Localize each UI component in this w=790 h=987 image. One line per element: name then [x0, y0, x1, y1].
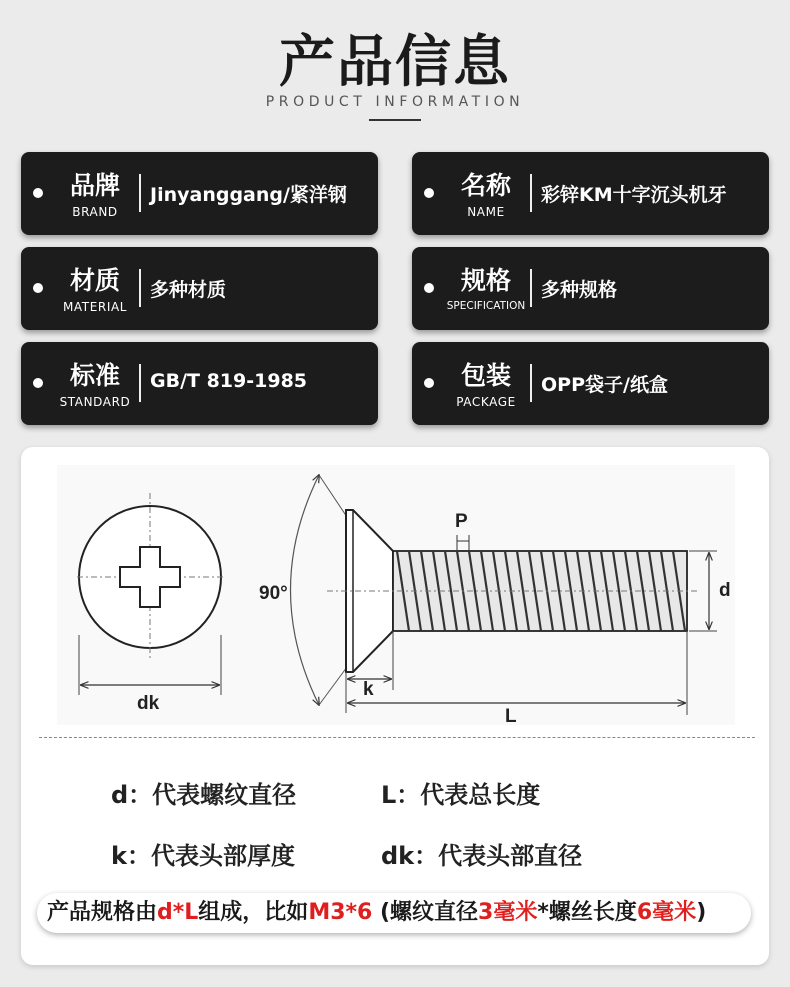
card-key-en: PACKAGE [456, 395, 516, 409]
title-underline [369, 119, 421, 121]
card-divider [139, 364, 141, 402]
info-card-specification [412, 247, 769, 330]
card-divider [530, 269, 532, 307]
card-key-cn: 包装 [460, 361, 511, 390]
dimension-panel [21, 447, 769, 965]
label-dk: dk [137, 693, 160, 714]
legend-k: k：代表头部厚度 [111, 842, 295, 870]
note-text: *螺丝长度 [537, 900, 637, 925]
bullet-icon [424, 283, 434, 293]
info-card-material [21, 247, 378, 330]
bullet-icon [33, 283, 43, 293]
card-value: 多种材质 [150, 279, 227, 301]
card-key-cn: 标准 [69, 361, 120, 390]
bullet-icon [424, 378, 434, 388]
card-value: 多种规格 [541, 279, 618, 301]
card-key-en: BRAND [72, 205, 118, 219]
bullet-icon [33, 188, 43, 198]
card-divider [139, 269, 141, 307]
card-key-en: SPECIFICATION [446, 300, 526, 312]
screw-diagram [57, 465, 735, 725]
bullet-icon [33, 378, 43, 388]
label-l: L [505, 706, 517, 725]
note-highlight: M3*6 [308, 900, 373, 925]
bullet-icon [424, 188, 434, 198]
legend-l: L：代表总长度 [381, 781, 541, 809]
screw-head-top-view [77, 493, 223, 695]
note-text: ) [696, 900, 707, 925]
spec-note [37, 893, 751, 933]
note-highlight: 6毫米 [636, 900, 697, 925]
info-card-brand [21, 152, 378, 235]
card-key-cn: 品牌 [69, 171, 120, 200]
card-value: GB/T 819-1985 [150, 370, 308, 392]
info-card-standard [21, 342, 378, 425]
card-divider [530, 364, 532, 402]
card-key-en: STANDARD [59, 395, 131, 409]
screw-side-view [291, 475, 718, 715]
label-angle: 90° [259, 583, 288, 604]
note-highlight: 3毫米 [478, 900, 538, 925]
info-card-name [412, 152, 769, 235]
page-title: 产品信息 [279, 30, 511, 95]
note-text: 组成，比如 [198, 900, 309, 925]
card-divider [530, 174, 532, 212]
legend-dk: dk：代表头部直径 [381, 842, 583, 870]
card-key-cn: 规格 [460, 266, 511, 295]
card-value: Jinyanggang/紧洋钢 [150, 184, 347, 206]
label-k: k [363, 679, 374, 700]
screw-diagram-svg [57, 465, 735, 725]
card-key-en: NAME [467, 205, 505, 219]
card-key-cn: 材质 [69, 266, 120, 295]
legend-d: d：代表螺纹直径 [111, 781, 297, 809]
card-key-cn: 名称 [460, 171, 511, 200]
card-value: 彩锌KM十字沉头机牙 [541, 184, 727, 206]
note-highlight: d*L [157, 900, 199, 925]
info-card-package [412, 342, 769, 425]
note-text: 产品规格由 [47, 900, 158, 925]
note-text: (螺纹直径 [372, 900, 479, 925]
card-value: OPP袋子/纸盒 [541, 374, 668, 396]
page-subtitle: PRODUCT INFORMATION [265, 94, 525, 110]
label-d: d [719, 580, 731, 601]
card-divider [139, 174, 141, 212]
label-p: P [455, 511, 468, 532]
card-key-en: MATERIAL [62, 300, 128, 314]
dashed-divider [39, 737, 755, 738]
